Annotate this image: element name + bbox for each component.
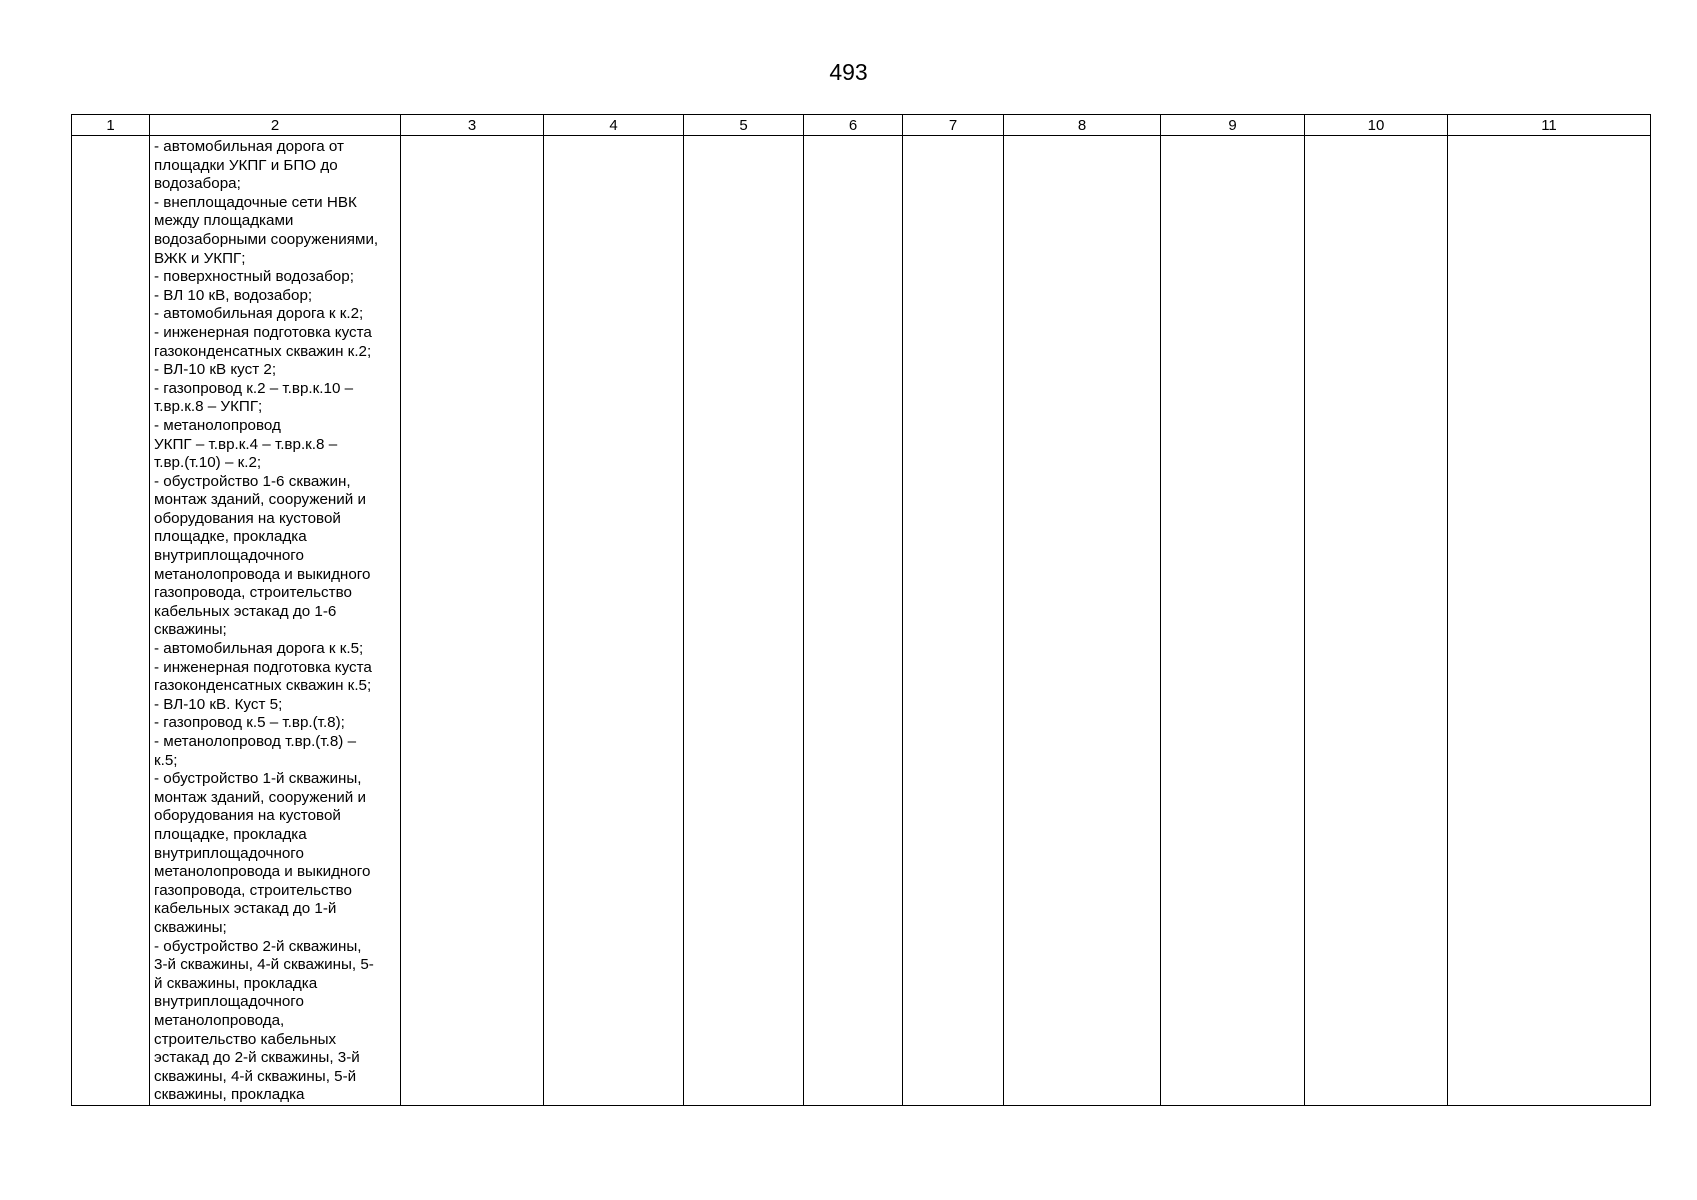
description-line: й скважины, прокладка [154, 974, 318, 992]
column-header-1: 1 [72, 115, 150, 136]
page-number: 493 [829, 59, 868, 85]
description-line: газоконденсатных скважин к.2; [154, 342, 372, 360]
description-line: метанолопровода и выкидного [154, 863, 371, 881]
description-line: - метанолопровод [154, 416, 281, 434]
description-line: оборудования на кустовой [154, 807, 341, 825]
cell-col-10 [1305, 136, 1448, 1106]
description-line: - газопровод к.2 – т.вр.к.10 – [154, 379, 354, 397]
description-line: - обустройство 1-й скважины, [154, 770, 362, 788]
cell-col-11 [1448, 136, 1651, 1106]
description-line: площадке, прокладка [154, 825, 307, 843]
description-line: скважины, 4-й скважины, 5-й [154, 1067, 357, 1085]
description-line: - обустройство 2-й скважины, [154, 937, 362, 955]
table-header-row [72, 115, 1651, 136]
description-line: - ВЛ-10 кВ куст 2; [154, 361, 277, 379]
description-line: площадки УКПГ и БПО до [154, 156, 338, 174]
description-line: скважины; [154, 918, 227, 936]
column-header-9: 9 [1161, 115, 1305, 136]
description-line: - внеплощадочные сети НВК [154, 193, 357, 211]
description-line: скважины, прокладка [154, 1086, 305, 1104]
description-line: строительство кабельных [154, 1030, 337, 1048]
description-line: - инженерная подготовка куста [154, 323, 372, 341]
description-line: внутриплощадочного [154, 844, 304, 862]
description-line: внутриплощадочного [154, 547, 304, 565]
cell-col-3 [401, 136, 544, 1106]
description-line: газоконденсатных скважин к.5; [154, 677, 372, 695]
column-header-3: 3 [401, 115, 544, 136]
description-line: метанолопровода и выкидного [154, 565, 371, 583]
description-line: т.вр.к.8 – УКПГ; [154, 398, 263, 416]
description-line: водозаборными сооружениями, [154, 230, 379, 248]
description-line: скважины; [154, 621, 227, 639]
column-header-2: 2 [150, 115, 401, 136]
description-line: кабельных эстакад до 1-й [154, 900, 337, 918]
description-line: т.вр.(т.10) – к.2; [154, 454, 262, 472]
description-line: - автомобильная дорога к к.2; [154, 305, 364, 323]
description-line: водозабора; [154, 175, 241, 193]
description-line: монтаж зданий, сооружений и [154, 491, 366, 509]
cell-col-5 [684, 136, 804, 1106]
description-line: - автомобильная дорога к к.5; [154, 640, 364, 658]
table-row [72, 136, 1651, 1106]
description-line: - поверхностный водозабор; [154, 268, 354, 286]
description-line: к.5; [154, 751, 178, 769]
description-line: УКПГ – т.вр.к.4 – т.вр.к.8 – [154, 435, 338, 453]
cell-col-7 [903, 136, 1004, 1106]
cell-col-2-description [150, 136, 401, 1106]
column-header-10: 10 [1305, 115, 1448, 136]
description-line: - автомобильная дорога от [154, 138, 344, 155]
cell-col-8 [1004, 136, 1161, 1106]
description-line: - ВЛ 10 кВ, водозабор; [154, 286, 313, 304]
description-line: - ВЛ-10 кВ. Куст 5; [154, 695, 283, 713]
description-line: кабельных эстакад до 1-6 [154, 602, 337, 620]
cell-col-9 [1161, 136, 1305, 1106]
description-line: - инженерная подготовка куста [154, 658, 372, 676]
column-header-11: 11 [1448, 115, 1651, 136]
description-line: площадке, прокладка [154, 528, 307, 546]
description-line: газопровода, строительство [154, 584, 352, 602]
description-line: 3-й скважины, 4-й скважины, 5- [154, 956, 374, 974]
column-header-6: 6 [804, 115, 903, 136]
column-header-8: 8 [1004, 115, 1161, 136]
cell-col-1 [72, 136, 150, 1106]
description-line: между площадками [154, 212, 294, 230]
description-line: эстакад до 2-й скважины, 3-й [154, 1049, 360, 1067]
column-header-4: 4 [544, 115, 684, 136]
document-table [71, 114, 1651, 1106]
description-line: метанолопровода, [154, 1011, 285, 1029]
description-line: ВЖК и УКПГ; [154, 249, 246, 267]
description-line: - газопровод к.5 – т.вр.(т.8); [154, 714, 345, 732]
description-line: внутриплощадочного [154, 993, 304, 1011]
description-line: оборудования на кустовой [154, 509, 341, 527]
column-header-7: 7 [903, 115, 1004, 136]
description-line: газопровода, строительство [154, 881, 352, 899]
cell-col-6 [804, 136, 903, 1106]
description-line: монтаж зданий, сооружений и [154, 788, 366, 806]
column-header-5: 5 [684, 115, 804, 136]
description-line: - метанолопровод т.вр.(т.8) – [154, 733, 357, 750]
cell-col-4 [544, 136, 684, 1106]
description-line: - обустройство 1-6 скважин, [154, 472, 351, 490]
